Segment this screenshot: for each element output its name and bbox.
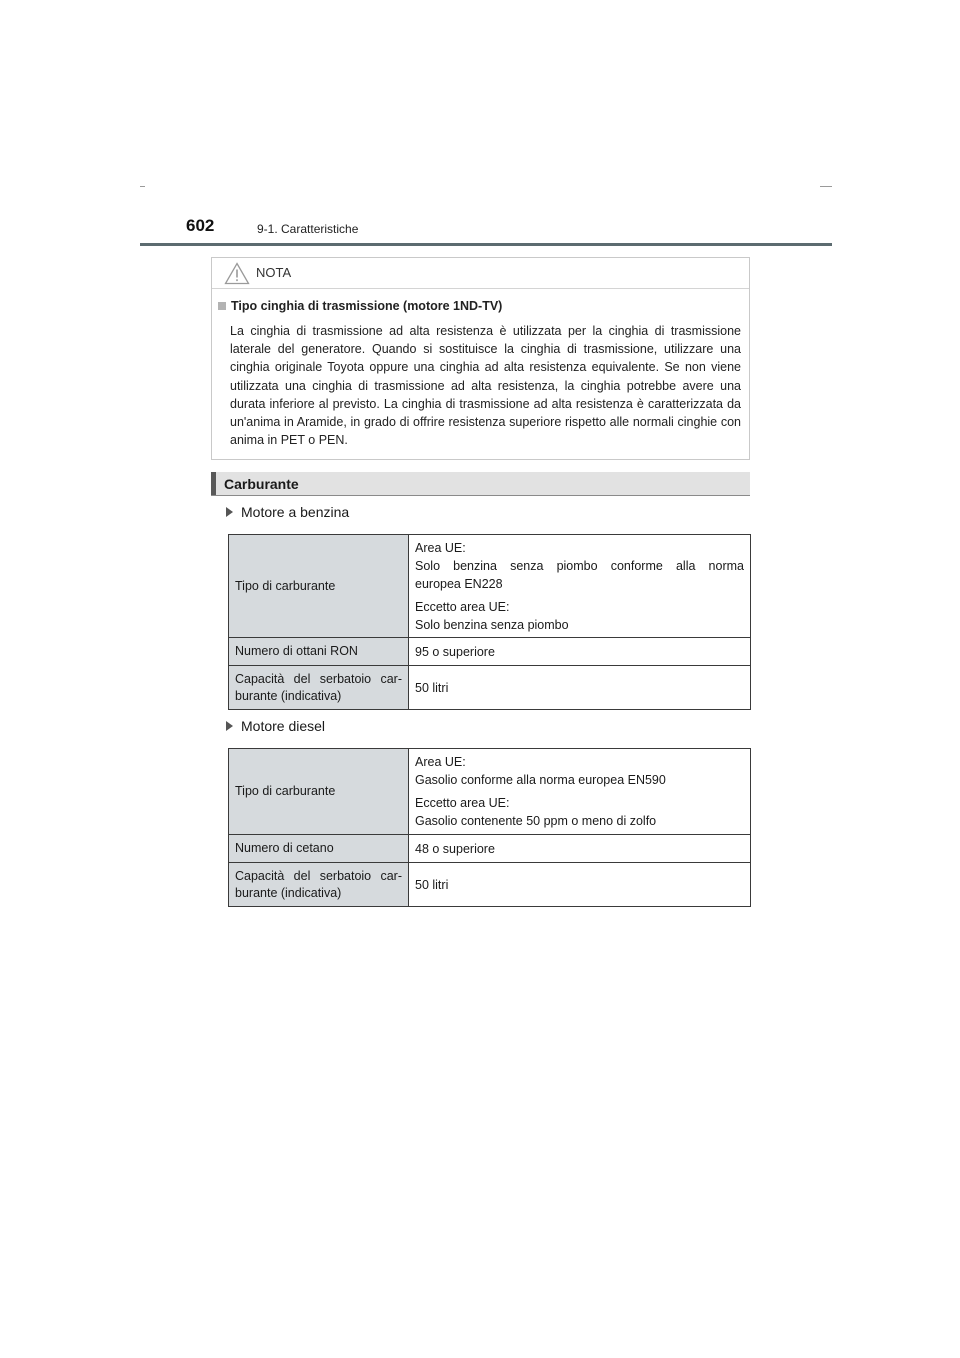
table-value-cell bbox=[409, 535, 751, 638]
table-key-cell bbox=[229, 638, 409, 666]
cell-text: europea EN228 bbox=[415, 576, 503, 591]
cell-text: 50 litri bbox=[415, 680, 449, 695]
table-row bbox=[229, 835, 751, 863]
cell-text: Tipo di carburante bbox=[235, 784, 336, 798]
section-heading: Carburante bbox=[224, 476, 299, 492]
triangle-bullet-icon bbox=[226, 507, 233, 517]
table-key-cell bbox=[229, 749, 409, 835]
diesel-spec-table bbox=[228, 748, 751, 907]
note-box bbox=[211, 257, 750, 460]
table-value-cell bbox=[409, 638, 751, 666]
triangle-bullet-icon bbox=[226, 721, 233, 731]
cell-text: Tipo di carburante bbox=[235, 578, 336, 593]
crop-mark-left bbox=[140, 186, 145, 187]
section-title: 9-1. Caratteristiche bbox=[257, 222, 359, 236]
cell-text: 48 o superiore bbox=[415, 841, 495, 856]
cell-text: Gasolio contenente 50 ppm o meno di zolfo bbox=[415, 814, 657, 828]
diesel-heading bbox=[226, 718, 325, 734]
table-row bbox=[229, 535, 751, 638]
note-header bbox=[212, 258, 749, 289]
cell-text: Eccetto area UE: bbox=[415, 796, 510, 810]
petrol-spec-table bbox=[228, 534, 751, 710]
table-row bbox=[229, 749, 751, 835]
note-subtitle bbox=[218, 299, 502, 313]
page-number: 602 bbox=[186, 216, 215, 235]
cell-text: Area UE: bbox=[415, 755, 466, 769]
table-value-cell bbox=[409, 749, 751, 835]
table-value-cell bbox=[409, 666, 751, 710]
table-key-cell bbox=[229, 535, 409, 638]
header-rule bbox=[140, 243, 832, 246]
square-bullet-icon bbox=[218, 302, 226, 310]
cell-text: 50 litri bbox=[415, 877, 449, 892]
note-subtitle-text: Tipo cinghia di trasmissione (motore 1ND-TV) bbox=[231, 299, 503, 313]
table-value-cell bbox=[409, 835, 751, 863]
note-label: NOTA bbox=[256, 265, 292, 280]
cell-text: Numero di cetano bbox=[235, 841, 334, 855]
cell-text: Eccetto area UE: bbox=[415, 599, 510, 614]
petrol-heading bbox=[226, 504, 349, 520]
cell-text: Capacità del serbatoio car- bbox=[235, 671, 402, 686]
table-row bbox=[229, 666, 751, 710]
crop-mark-right bbox=[820, 186, 832, 187]
cell-text: burante (indicativa) bbox=[235, 688, 342, 703]
petrol-heading-text: Motore a benzina bbox=[241, 504, 350, 520]
cell-text: Solo benzina senza piombo conforme alla norma bbox=[415, 558, 744, 573]
warning-triangle-icon bbox=[224, 262, 250, 285]
diesel-heading-text: Motore diesel bbox=[241, 718, 326, 734]
table-key-cell bbox=[229, 835, 409, 863]
cell-text: Capacità del serbatoio car- bbox=[235, 868, 402, 883]
page-header bbox=[140, 212, 832, 246]
cell-text: burante (indicativa) bbox=[235, 885, 342, 900]
cell-text: Area UE: bbox=[415, 540, 466, 555]
section-heading-bar bbox=[211, 472, 750, 496]
heading-accent bbox=[211, 472, 216, 495]
note-body: La cinghia di trasmissione ad alta resistenza è utilizzata per la cinghia di trasmissione laterale del generatore. Quando si sostituisce la cinghia di trasmissione, utilizzare una cinghia originale Toyota oppure una cinghia ad alta resistenza equivalente. Se non viene utilizzata una cinghia di trasmissione ad alta resistenza, la cinghia potrebbe avere una durata inferiore al previsto. La cinghia di trasmissione ad alta resistenza è caratterizzata da un'anima in Aramide, in grado di offrire resistenza superiore rispetto alle normali cinghie con anima in PET o PEN. bbox=[230, 324, 741, 448]
table-value-cell bbox=[409, 863, 751, 907]
cell-text: 95 o superiore bbox=[415, 644, 495, 659]
table-key-cell bbox=[229, 863, 409, 907]
cell-text: Solo benzina senza piombo bbox=[415, 617, 569, 632]
cell-text: Gasolio conforme alla norma europea EN590 bbox=[415, 773, 666, 787]
cell-text: Numero di ottani RON bbox=[235, 644, 358, 658]
table-key-cell bbox=[229, 666, 409, 710]
table-row bbox=[229, 863, 751, 907]
table-row bbox=[229, 638, 751, 666]
